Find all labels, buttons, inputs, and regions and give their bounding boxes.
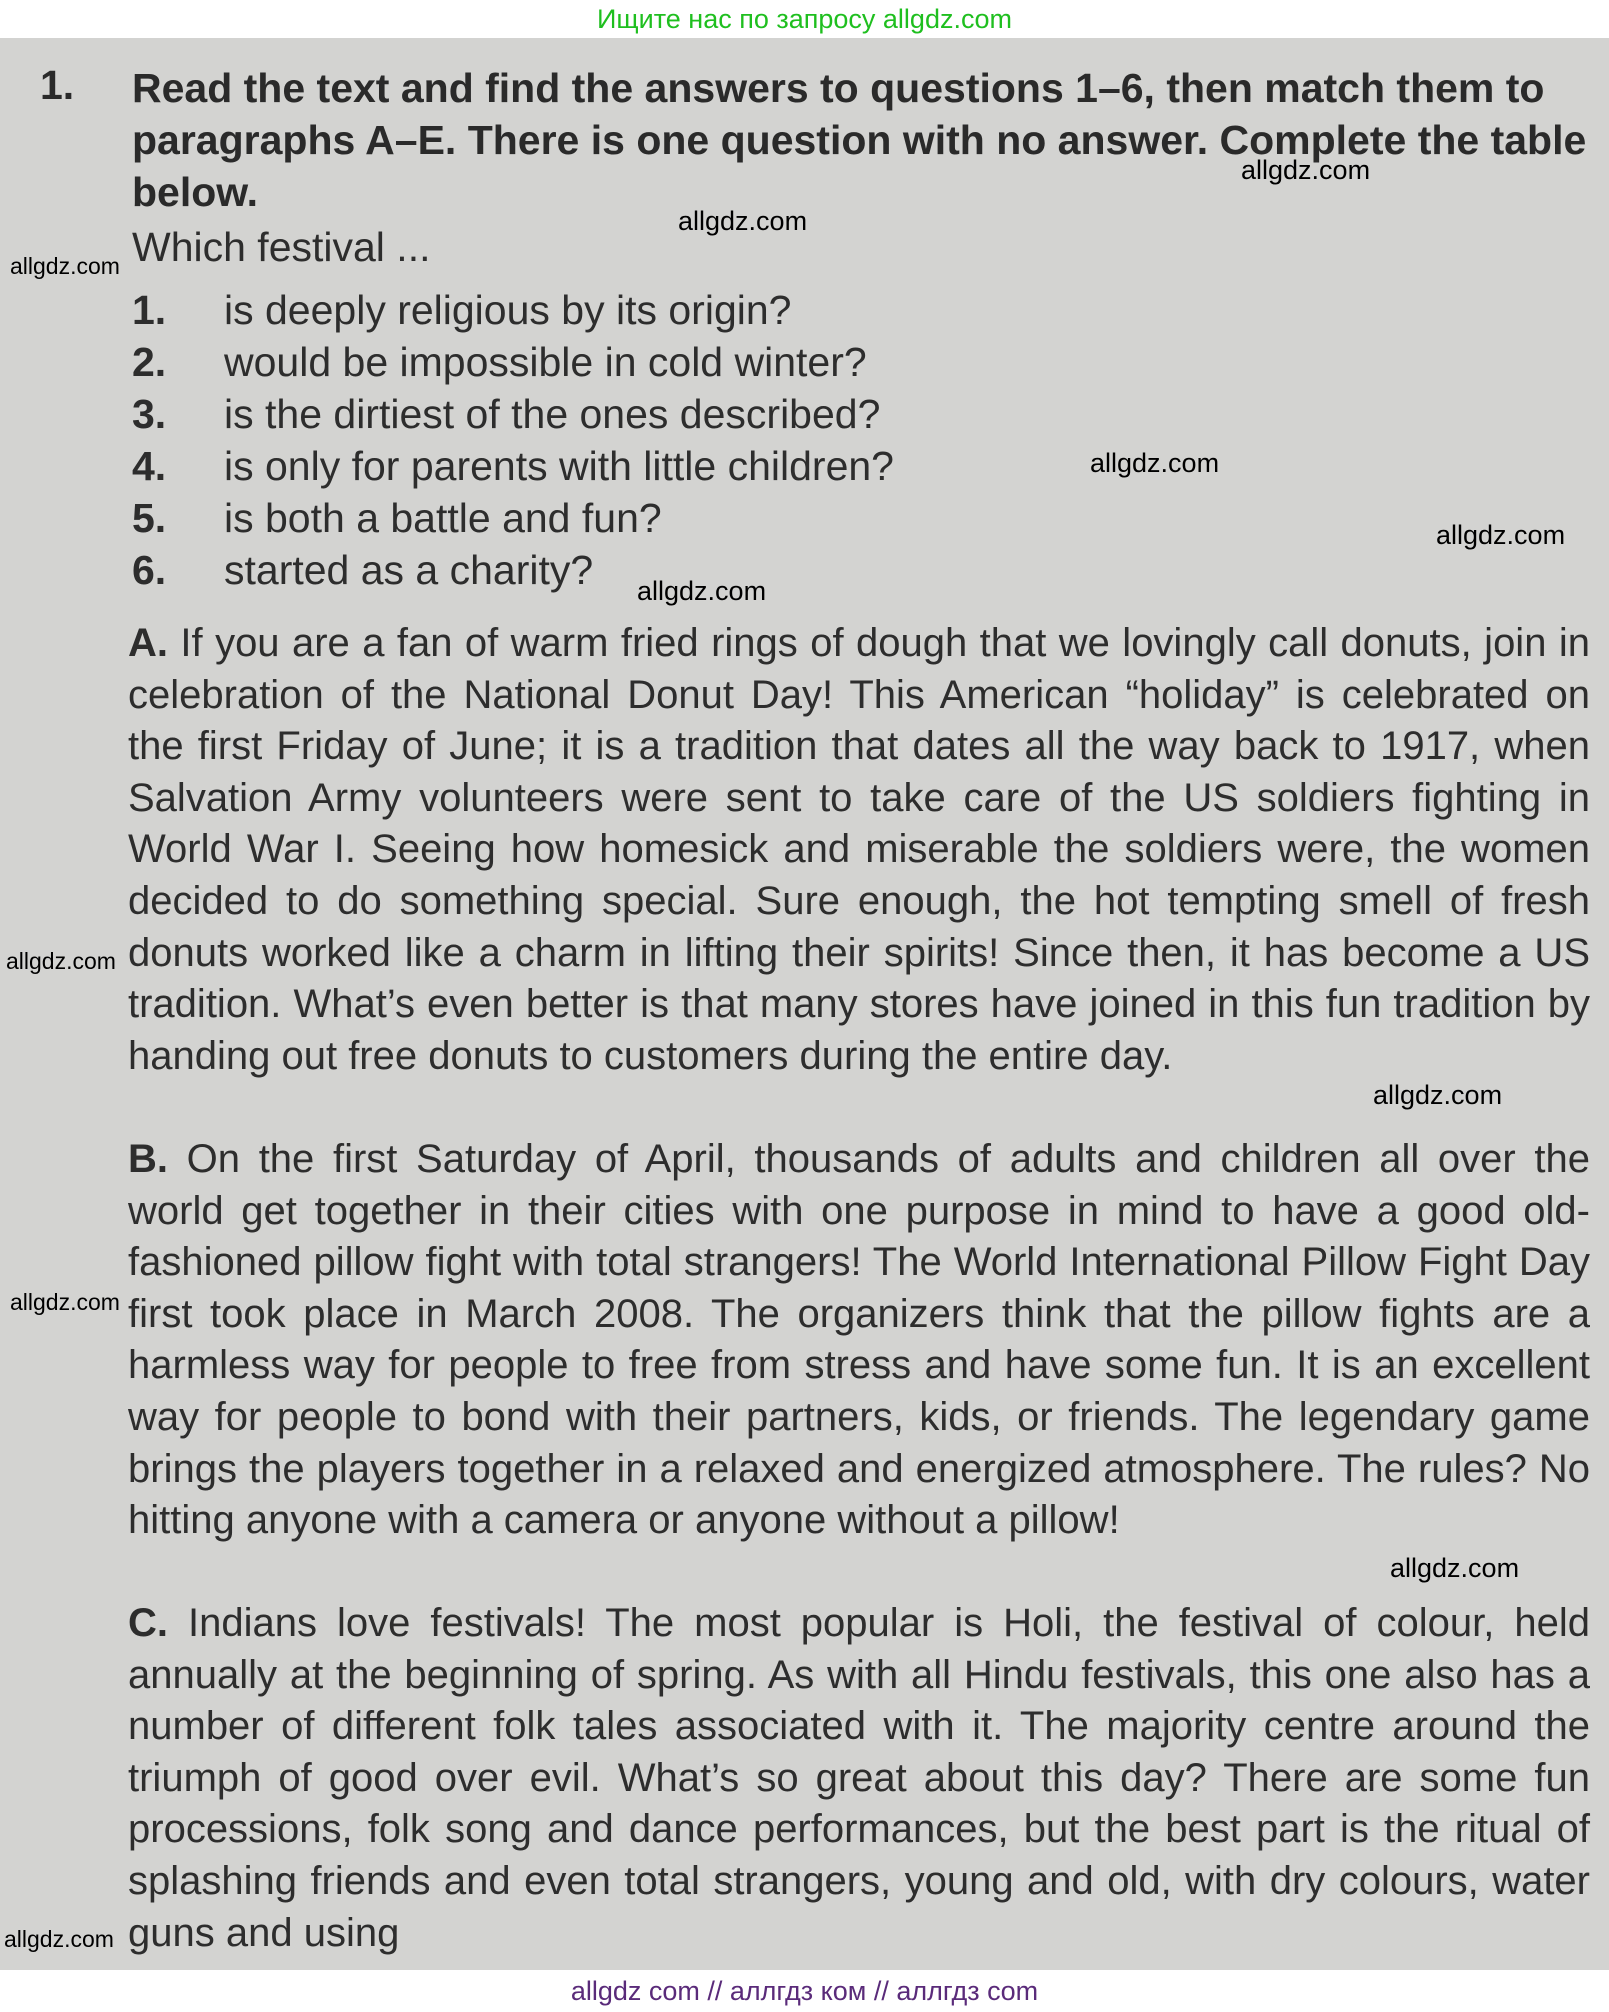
question-item (132, 492, 1432, 544)
paragraph-a (128, 618, 1590, 1082)
question-text: is the dirtiest of the ones described? (224, 391, 881, 437)
scanned-page (0, 38, 1609, 1970)
task-number: 1. (40, 62, 75, 108)
question-list (132, 284, 1432, 596)
watermark: allgdz.com (10, 1289, 120, 1315)
watermark: allgdz.com (1373, 1080, 1503, 1110)
watermark: allgdz.com (1090, 448, 1220, 478)
watermark: allgdz.com (1241, 155, 1371, 185)
watermark: allgdz.com (1390, 1553, 1520, 1583)
question-text: is only for parents with little children? (224, 443, 894, 489)
question-text: would be impossible in cold winter? (224, 339, 867, 385)
top-banner: Ищите нас по запросу allgdz.com (0, 0, 1609, 38)
question-number: 3. (132, 391, 167, 437)
question-text: is both a battle and fun? (224, 495, 662, 541)
paragraph-label: C. (128, 1601, 168, 1645)
question-text: is deeply religious by its origin? (224, 287, 792, 333)
bottom-banner: allgdz com // аллгдз ком // аллгдз com (0, 1970, 1609, 2012)
paragraph-text: Indians love festivals! The most popular is Holi, the festival of colour, held annually at the beginning of spring. As with all Hindu festivals, this one also has a number of different folk tales associated with it. The majority centre around the triumph of good over evil. What’s so great about this day? There are some fun processions, folk song and dance performances, but the best part is the ritual of splashing friends and even total strangers, young and old, with dry colours, water guns and using (128, 1601, 1590, 1955)
paragraph-label: A. (128, 621, 168, 665)
paragraph-b (128, 1134, 1590, 1547)
question-number: 1. (132, 287, 167, 333)
question-text: started as a charity? (224, 547, 594, 593)
watermark: allgdz.com (10, 253, 120, 279)
paragraph-c (128, 1598, 1590, 1959)
watermark: allgdz.com (4, 1926, 114, 1952)
watermark: allgdz.com (6, 948, 116, 974)
question-number: 4. (132, 443, 167, 489)
watermark: allgdz.com (637, 576, 767, 606)
question-item (132, 336, 1432, 388)
paragraph-text: On the first Saturday of April, thousands of adults and children all over the world get together in their cities with one purpose in mind to have a good old-fashioned pillow fight with total strangers! The World International Pillow Fight Day first took place in March 2008. The organizers think that the pillow fights are a harmless way for people to free from stress and have some fun. It is an excellent way for people to bond with their partners, kids, or friends. The legendary game brings the players together in a relaxed and energized atmosphere. The rules? No hitting anyone with a camera or anyone without a pillow! (128, 1137, 1590, 1543)
question-item (132, 440, 1432, 492)
question-number: 6. (132, 547, 167, 593)
task-heading: Read the text and find the answers to questions 1–6, then match them to paragraphs A–E. There is one question with no answer. Complete the table below. (132, 65, 1587, 215)
question-lead: Which festival ... (132, 224, 431, 270)
question-item (132, 544, 1432, 596)
paragraph-text: If you are a fan of warm fried rings of dough that we lovingly call donuts, join in celebration of the National Donut Day! This American “holiday” is celebrated on the first Friday of June; it is a tradition that dates all the way back to 1917, when Salvation Army volunteers were sent to take care of the US soldiers fighting in World War I. Seeing how homesick and miserable the soldiers were, the women decided to do something special. Sure enough, the hot tempting smell of fresh donuts worked like a charm in lifting their spirits! Since then, it has become a US tradition. What’s even better is that many stores have joined in this fun tradition by handing out free donuts to customers during the entire day. (128, 621, 1590, 1078)
watermark: allgdz.com (678, 206, 808, 236)
question-item (132, 388, 1432, 440)
question-number: 5. (132, 495, 167, 541)
question-number: 2. (132, 339, 167, 385)
paragraph-label: B. (128, 1137, 168, 1181)
question-item (132, 284, 1432, 336)
watermark: allgdz.com (1436, 520, 1566, 550)
